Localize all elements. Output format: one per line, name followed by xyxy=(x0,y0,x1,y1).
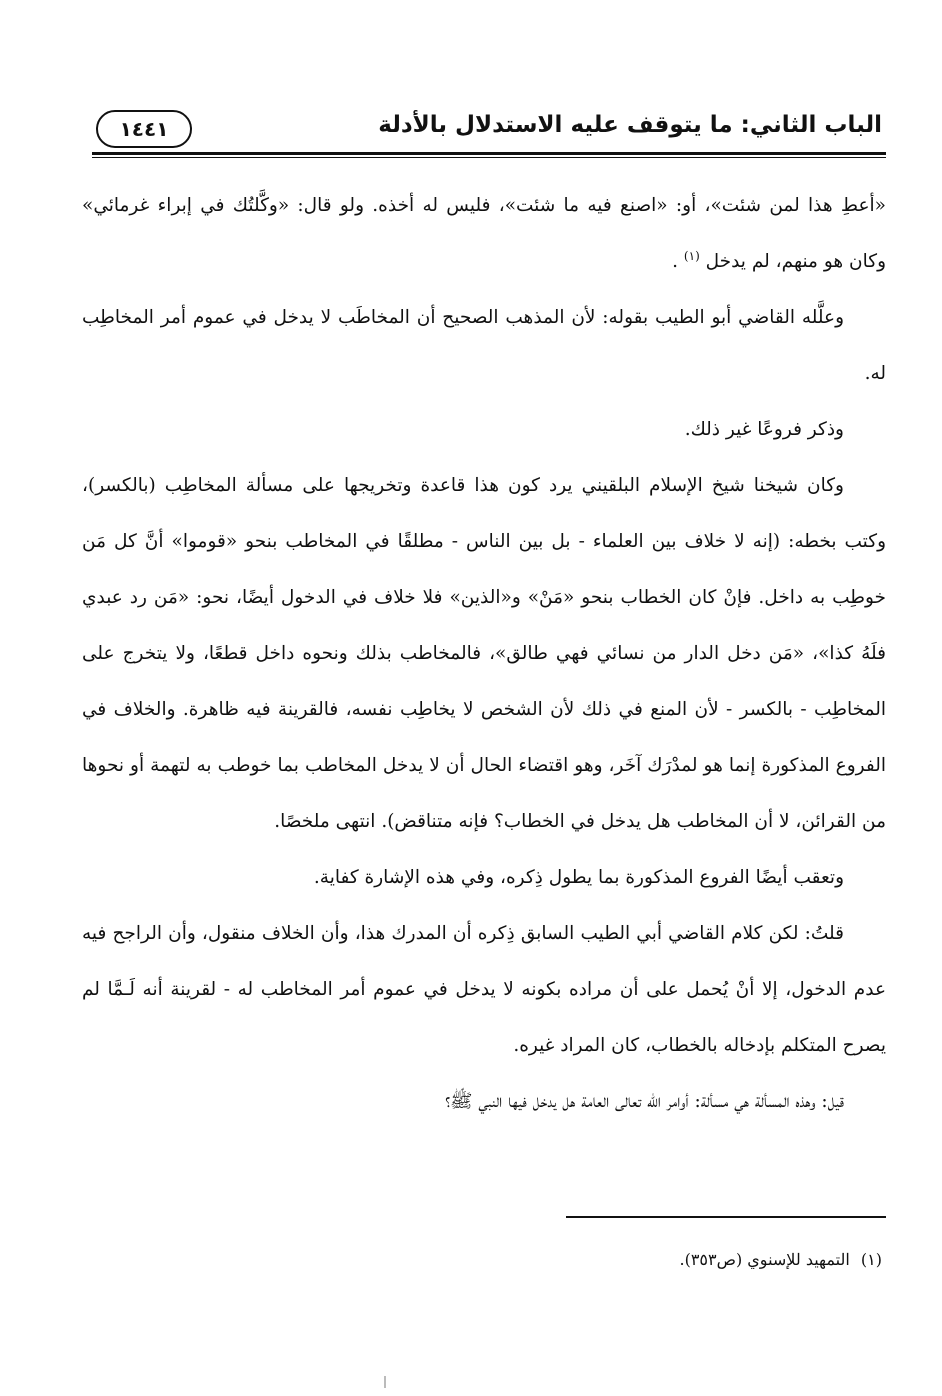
page-header xyxy=(96,108,882,152)
footnote xyxy=(680,1250,883,1269)
paragraph-1 xyxy=(82,178,886,290)
page-number: ١٤٤١ xyxy=(96,110,192,148)
scan-speck xyxy=(384,1376,386,1388)
paragraph-1-end: . xyxy=(672,251,679,272)
body-text xyxy=(82,178,886,1130)
paragraph-4: وكان شيخنا شيخ الإسلام البلقيني يرد كون هذا قاعدة وتخريجها على مسألة المخاطِب (بالكسر)، وكتب بخطه: (إنه لا خلاف بين العلماء - بل بين الناس - مطلقًا في المخاطب بنحو «قوموا» أنَّ كل مَن خوطِب به داخل. فإنْ كان الخطاب بنحو «مَنْ» و«الذين» فلا خلاف في الدخول أيضًا، نحو: «مَن رد عبدي فلَهُ كذا»، «مَن دخل الدار من نسائي فهي طالق»، فالمخاطب بذلك ونحوه داخل قطعًا، ولا يتخرج على المخاطِب - بالكسر - لأن المنع في ذلك لأن الشخص لا يخاطِب نفسه، فالقرينة فيه ظاهرة. والخلاف في الفروع المذكورة إنما هو لمدْرَك آخَر، وهو اقتضاء الحال أن لا يدخل المخاطب بما خوطب به لتهمة أو نحوها من القرائن، لا أن المخاطب هل يدخل في الخطاب؟ فإنه متناقض). انتهى ملخصًا. xyxy=(82,475,886,832)
paragraph-1-text: «أعطِ هذا لمن شئت»، أو: «اصنع فيه ما شئت»، فليس له أخذه. ولو قال: «وكَّلتُك في إبراء غرمائي» وكان هو منهم، لم يدخل xyxy=(82,195,886,272)
paragraph-2: وعلَّله القاضي أبو الطيب بقوله: لأن المذهب الصحيح أن المخاطَب لا يدخل في عموم أمر المخاطِب له. xyxy=(82,307,886,384)
chapter-title: الباب الثاني: ما يتوقف عليه الاستدلال بالأدلة xyxy=(378,112,882,138)
paragraph-5: وتعقب أيضًا الفروع المذكورة بما يطول ذِكره، وفي هذه الإشارة كفاية. xyxy=(313,867,844,888)
footnote-divider xyxy=(566,1216,886,1218)
paragraph-3: وذكر فروعًا غير ذلك. xyxy=(684,419,844,440)
footnote-reference[interactable]: (١) xyxy=(683,248,700,263)
header-divider xyxy=(92,152,886,158)
footnote-text: التمهيد للإسنوي (ص٣٥٣). xyxy=(679,1250,850,1269)
paragraph-6: قلتُ: لكن كلام القاضي أبي الطيب السابق ذِكره أن المدرك هذا، وأن الخلاف منقول، وأن الراجح فيه عدم الدخول، إلا أنْ يُحمل على أن مراده بكونه لا يدخل في عموم أمر المخاطب له - لقرينة أنه لَـمَّا لم يصرح المتكلم بإدخاله بالخطاب، كان المراد غيره. xyxy=(82,923,886,1056)
paragraph-7: قيل: وهذه المسألة هي مسألة: أوامر الله تعالى العامة هل يدخل فيها النبي ﷺ؟ xyxy=(445,1091,844,1112)
footnote-marker: (١) xyxy=(860,1250,882,1269)
